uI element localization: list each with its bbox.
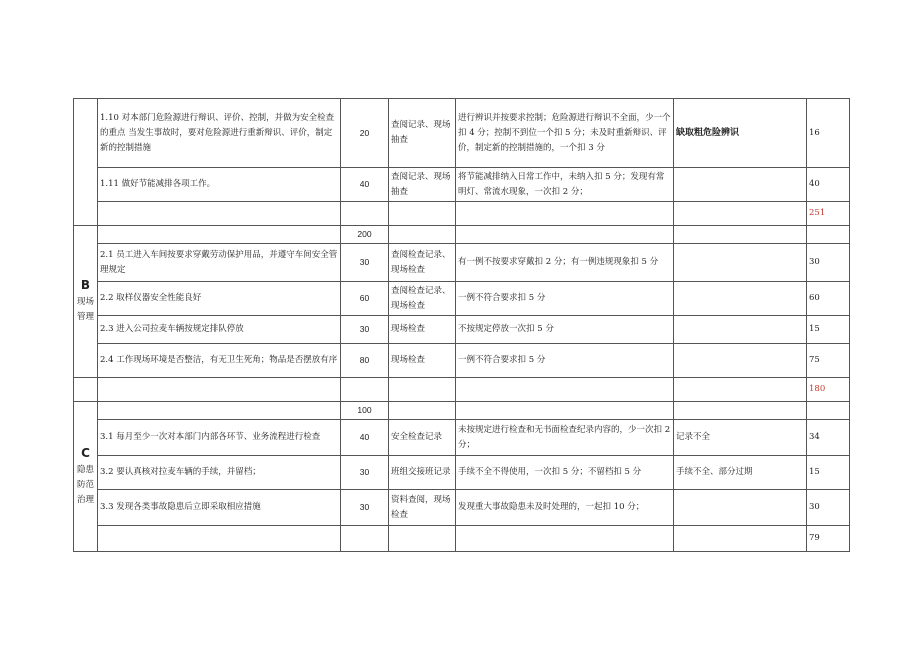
method-cell xyxy=(389,226,456,244)
criteria-cell: 将节能减排纳入日常工作中，未纳入扣 5 分；发现有常明灯、常流水现象，一次扣 2 分； xyxy=(456,168,674,202)
item-cell xyxy=(98,226,341,244)
points-cell xyxy=(341,526,389,552)
item-cell: 1.10 对本部门危险源进行辩识、评价、控制，并做为安全检查的重点 当发生事故时，要对危险源进行重新辩识、评价，制定新的控制措施 xyxy=(98,99,341,168)
subtotal-row xyxy=(74,378,850,402)
score-cell: 30 xyxy=(807,244,850,282)
points-cell: 30 xyxy=(341,316,389,344)
table-row xyxy=(74,420,850,456)
method-cell: 查阅记录、现场抽查 xyxy=(389,168,456,202)
note-cell: 缺取粗危险辨识 xyxy=(674,99,807,168)
subtotal-score: 180 xyxy=(807,378,850,402)
item-cell: 3.3 发现各类事故隐患后立即采取相应措施 xyxy=(98,490,341,526)
score-cell: 30 xyxy=(807,490,850,526)
points-cell: 30 xyxy=(341,456,389,490)
table-row xyxy=(74,282,850,316)
criteria-cell: 有一例不按要求穿戴扣 2 分；有一例违规现象扣 5 分 xyxy=(456,244,674,282)
method-cell xyxy=(389,202,456,226)
note-cell xyxy=(674,168,807,202)
note-cell xyxy=(674,402,807,420)
method-cell xyxy=(389,378,456,402)
table-row xyxy=(74,344,850,378)
criteria-cell: 手续不全不得使用，一次扣 5 分；不留档扣 5 分 xyxy=(456,456,674,490)
points-cell: 20 xyxy=(341,99,389,168)
points-cell: 40 xyxy=(341,168,389,202)
points-cell: 60 xyxy=(341,282,389,316)
item-cell: 3.2 要认真核对拉麦车辆的手续，并留档； xyxy=(98,456,341,490)
note-cell xyxy=(674,244,807,282)
note-cell xyxy=(674,490,807,526)
note-cell xyxy=(674,344,807,378)
method-cell: 查阅记录、现场抽查 xyxy=(389,99,456,168)
section-cell xyxy=(74,99,98,226)
score-cell: 15 xyxy=(807,456,850,490)
score-cell xyxy=(807,226,850,244)
points-cell: 30 xyxy=(341,244,389,282)
note-cell xyxy=(674,526,807,552)
subtotal-score: 79 xyxy=(807,526,850,552)
criteria-cell: 发现重大事故隐患未及时处理的，一起扣 10 分； xyxy=(456,490,674,526)
section-total: 200 xyxy=(341,226,389,244)
item-cell: 2.1 员工进入车间按要求穿戴劳动保护用品，并遵守车间安全管理规定 xyxy=(98,244,341,282)
score-cell: 40 xyxy=(807,168,850,202)
method-cell: 现场检查 xyxy=(389,316,456,344)
method-cell xyxy=(389,402,456,420)
criteria-cell: 不按规定停放一次扣 5 分 xyxy=(456,316,674,344)
criteria-cell xyxy=(456,226,674,244)
note-cell xyxy=(674,378,807,402)
section-cell xyxy=(74,378,98,402)
item-cell: 3.1 每月至少一次对本部门内部各环节、业务流程进行检查 xyxy=(98,420,341,456)
subtotal-row xyxy=(74,526,850,552)
table-row xyxy=(74,490,850,526)
criteria-cell xyxy=(456,526,674,552)
table-row xyxy=(74,168,850,202)
note-cell xyxy=(674,226,807,244)
item-cell xyxy=(98,402,341,420)
score-cell: 75 xyxy=(807,344,850,378)
score-cell: 34 xyxy=(807,420,850,456)
criteria-cell xyxy=(456,378,674,402)
note-cell xyxy=(674,316,807,344)
criteria-cell: 进行辨识并按要求控制；危险源进行辩识不全面，少一个扣 4 分；控制不到位一个扣 5 分；未及时重新辩识、评价，制定新的控制措施的，一个扣 3 分 xyxy=(456,99,674,168)
section-header-row xyxy=(74,226,850,244)
note-cell: 记录不全 xyxy=(674,420,807,456)
points-cell: 40 xyxy=(341,420,389,456)
note-cell xyxy=(674,202,807,226)
points-cell: 80 xyxy=(341,344,389,378)
item-cell xyxy=(98,526,341,552)
method-cell xyxy=(389,526,456,552)
criteria-cell xyxy=(456,402,674,420)
table-row xyxy=(74,244,850,282)
item-cell: 2.2 取样仪器安全性能良好 xyxy=(98,282,341,316)
method-cell: 查阅检查记录、现场检查 xyxy=(389,282,456,316)
criteria-cell: 一例不符合要求扣 5 分 xyxy=(456,282,674,316)
item-cell: 1.11 做好节能减排各项工作。 xyxy=(98,168,341,202)
method-cell: 资料查阅，现场检查 xyxy=(389,490,456,526)
item-cell: 2.4 工作现场环境是否整洁，有无卫生死角；物品是否摆放有序 xyxy=(98,344,341,378)
item-cell: 2.3 进入公司拉麦车辆按规定排队停放 xyxy=(98,316,341,344)
criteria-cell: 未按规定进行检查和无书面检查纪录内容的，少一次扣 2 分； xyxy=(456,420,674,456)
item-cell xyxy=(98,202,341,226)
item-cell xyxy=(98,378,341,402)
subtotal-row xyxy=(74,202,850,226)
score-cell: 16 xyxy=(807,99,850,168)
table-row xyxy=(74,316,850,344)
points-cell: 30 xyxy=(341,490,389,526)
method-cell: 安全检查记录 xyxy=(389,420,456,456)
method-cell: 查阅检查记录、现场检查 xyxy=(389,244,456,282)
criteria-cell xyxy=(456,202,674,226)
score-cell: 15 xyxy=(807,316,850,344)
method-cell: 班组交接班记录 xyxy=(389,456,456,490)
section-header-row xyxy=(74,402,850,420)
assessment-table xyxy=(73,98,850,552)
criteria-cell: 一例不符合要求扣 5 分 xyxy=(456,344,674,378)
note-cell: 手续不全、部分过期 xyxy=(674,456,807,490)
section-c-label: C 隐患防范治理 xyxy=(74,402,98,552)
score-cell xyxy=(807,402,850,420)
score-cell: 60 xyxy=(807,282,850,316)
points-cell xyxy=(341,378,389,402)
note-cell xyxy=(674,282,807,316)
subtotal-score: 251 xyxy=(807,202,850,226)
table-row xyxy=(74,456,850,490)
section-b-label: B 现场管理 xyxy=(74,226,98,378)
method-cell: 现场检查 xyxy=(389,344,456,378)
table-row xyxy=(74,99,850,168)
section-total: 100 xyxy=(341,402,389,420)
points-cell xyxy=(341,202,389,226)
